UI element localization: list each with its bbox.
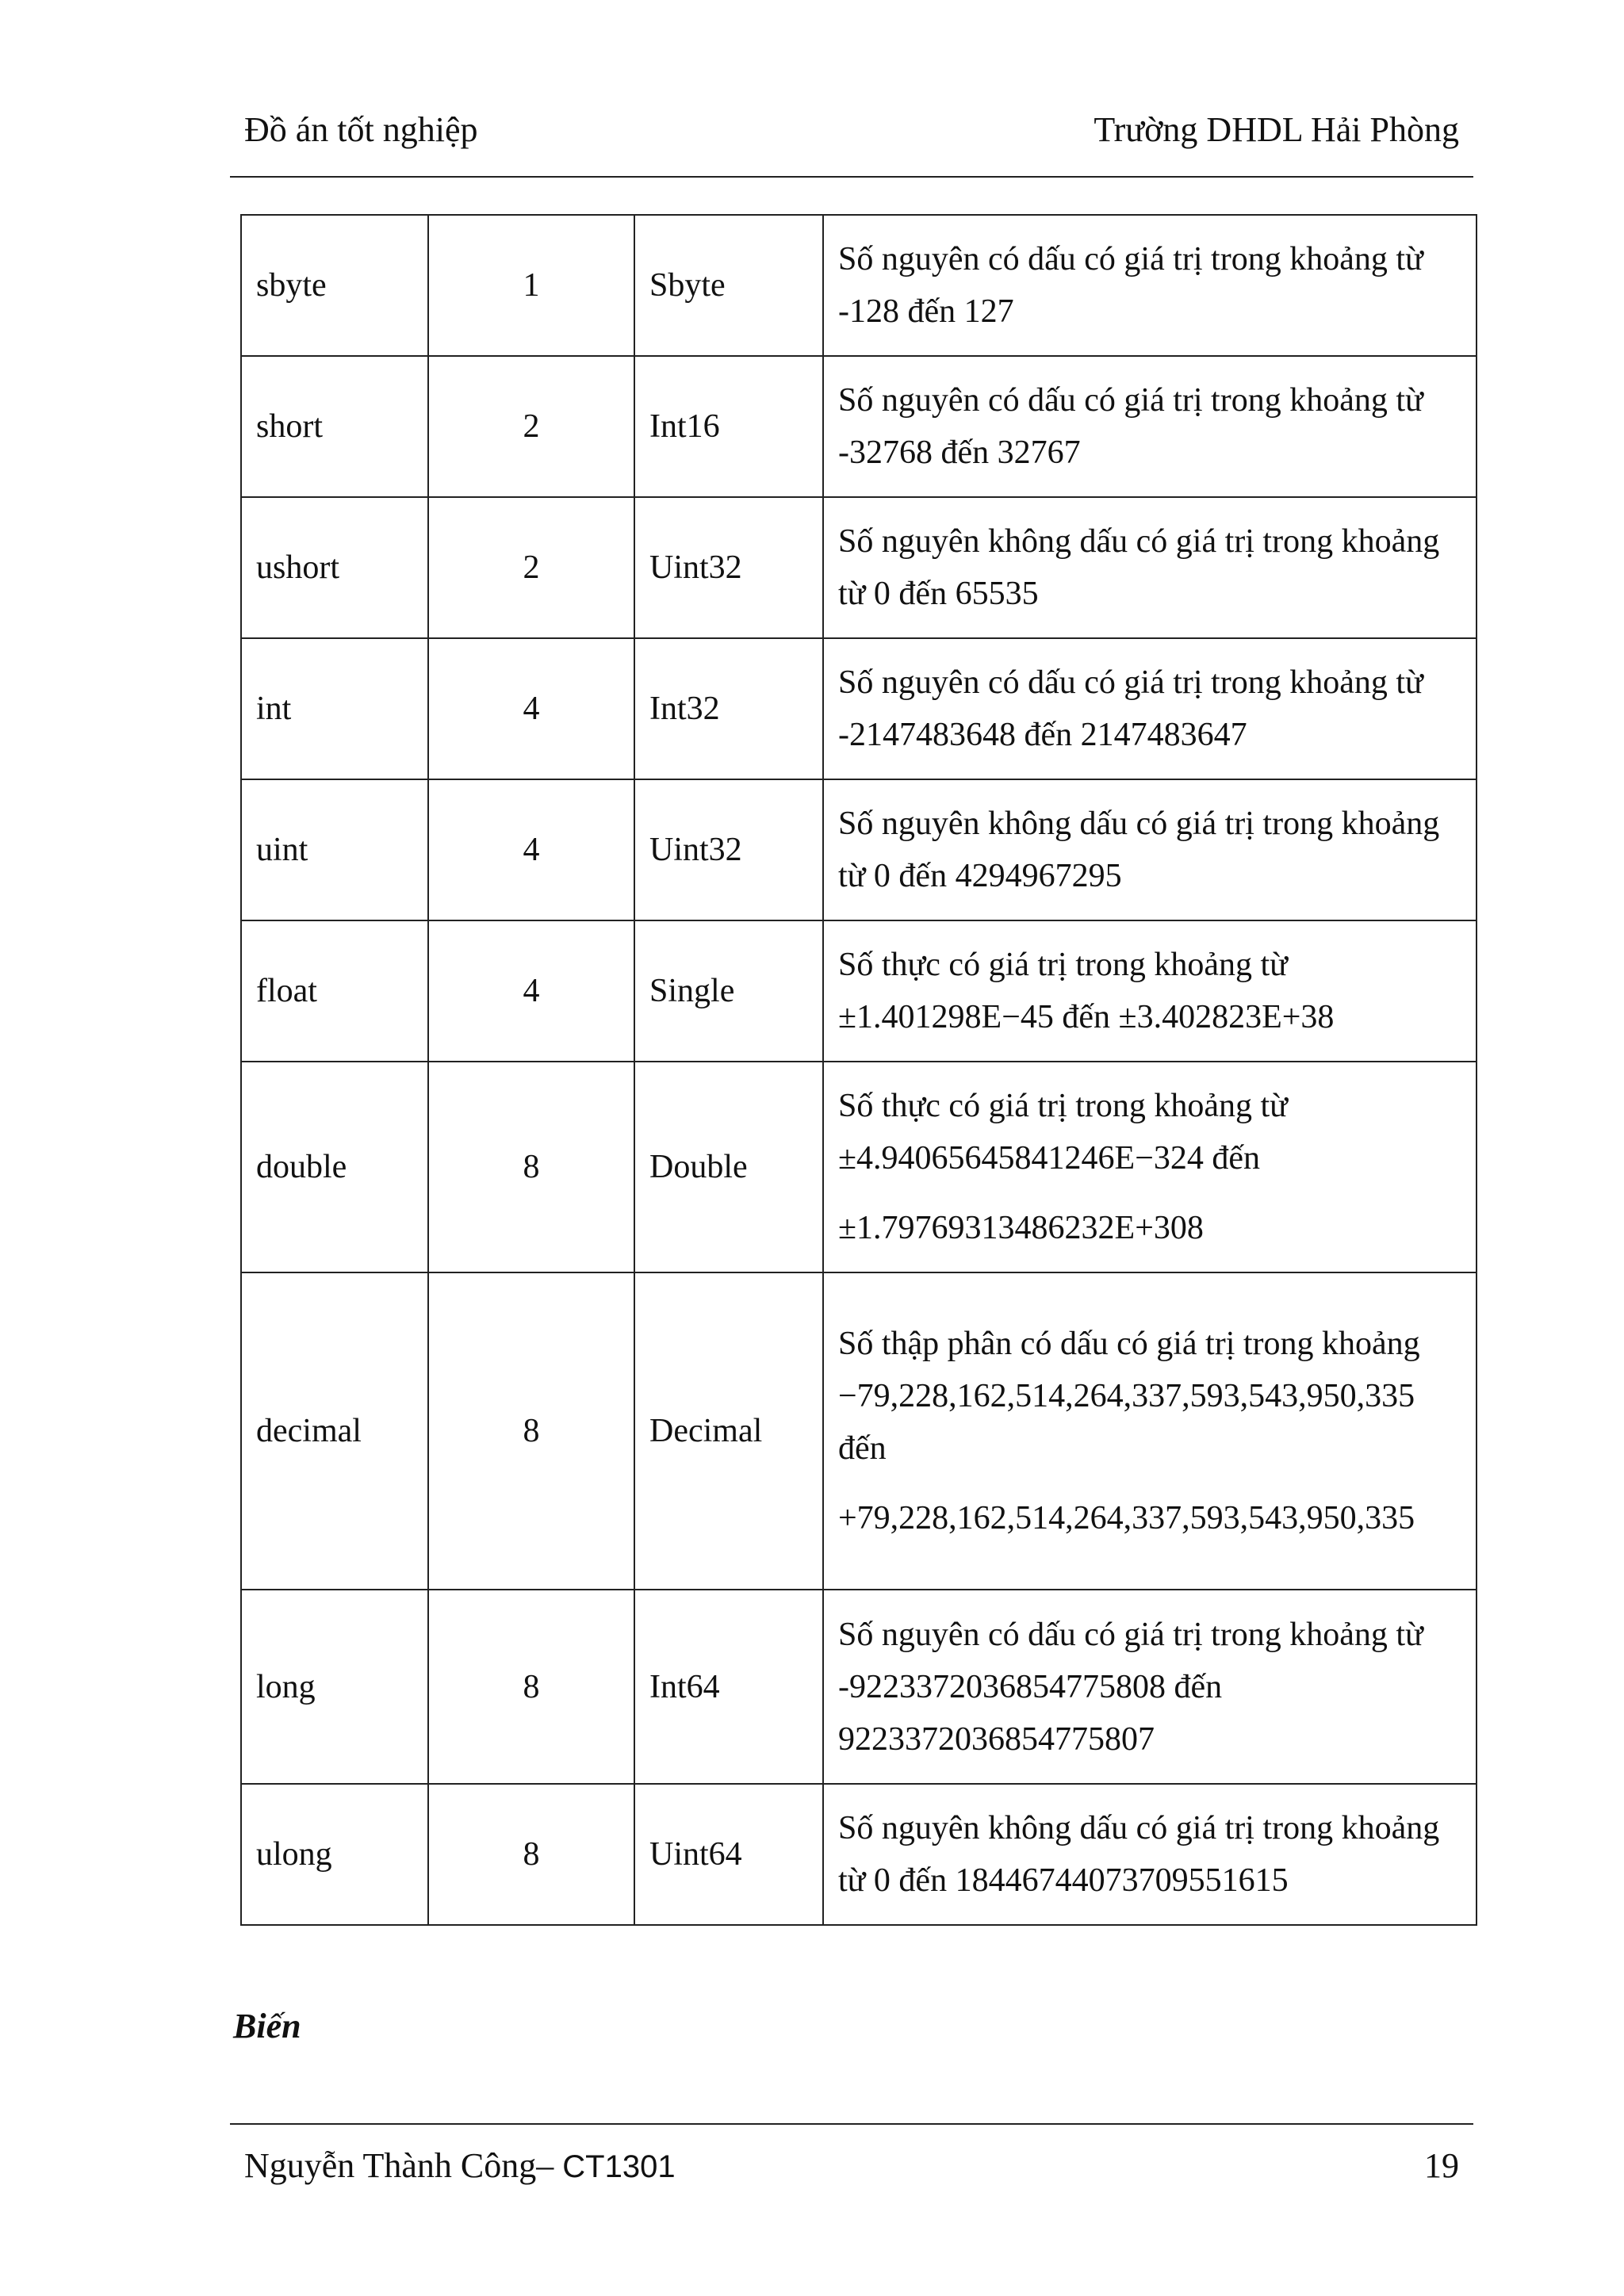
- keyword-cell: decimal: [241, 1272, 428, 1590]
- description-cell: [823, 215, 1477, 356]
- table-row: [241, 1062, 1477, 1272]
- description-text: Số nguyên không dấu có giá trị trong khoảng từ 0 đến 18446744073709551615: [838, 1810, 1440, 1899]
- type-cell: Uint32: [634, 779, 823, 920]
- table-row: [241, 1590, 1477, 1784]
- description-text: Số nguyên có dấu có giá trị trong khoảng từ -9223372036854775808 đến 9223372036854775807: [838, 1616, 1423, 1758]
- keyword-cell: long: [241, 1590, 428, 1784]
- section-heading: Biến: [233, 2007, 301, 2045]
- type-cell: Single: [634, 920, 823, 1062]
- table-row: [241, 1784, 1477, 1925]
- table-row: [241, 779, 1477, 920]
- page-header: [230, 103, 1473, 178]
- class-code: CT1301: [562, 2149, 676, 2184]
- description-text: Số thực có giá trị trong khoảng từ ±4.94065645841246E−324 đến: [838, 1088, 1288, 1177]
- keyword-cell: double: [241, 1062, 428, 1272]
- description-text: Số nguyên không dấu có giá trị trong khoảng từ 0 đến 4294967295: [838, 806, 1440, 894]
- description-cell: [823, 497, 1477, 638]
- type-cell: Int32: [634, 638, 823, 779]
- table-row: [241, 356, 1477, 497]
- keyword-cell: float: [241, 920, 428, 1062]
- author-name: Nguyễn Thành Công–: [244, 2146, 563, 2185]
- page-footer: [230, 2123, 1473, 2196]
- keyword-cell: int: [241, 638, 428, 779]
- description-text: Số nguyên có dấu có giá trị trong khoảng từ -32768 đến 32767: [838, 382, 1423, 471]
- keyword-cell: sbyte: [241, 215, 428, 356]
- keyword-cell: short: [241, 356, 428, 497]
- type-cell: Uint64: [634, 1784, 823, 1925]
- size-cell: 4: [428, 638, 634, 779]
- type-cell: Uint32: [634, 497, 823, 638]
- size-cell: 8: [428, 1590, 634, 1784]
- header-school-name: Trường DHDL Hải Phòng: [1094, 110, 1459, 149]
- description-text: ±1.79769313486232E+308: [838, 1210, 1204, 1246]
- table-row: [241, 1272, 1477, 1590]
- description-cell: [823, 638, 1477, 779]
- description-cell: [823, 1784, 1477, 1925]
- size-cell: 2: [428, 497, 634, 638]
- type-cell: Decimal: [634, 1272, 823, 1590]
- size-cell: 1: [428, 215, 634, 356]
- size-cell: 8: [428, 1784, 634, 1925]
- description-text: Số nguyên có dấu có giá trị trong khoảng từ -128 đến 127: [838, 241, 1423, 330]
- table-row: [241, 920, 1477, 1062]
- table-row: [241, 215, 1477, 356]
- keyword-cell: ulong: [241, 1784, 428, 1925]
- description-cell: [823, 1272, 1477, 1590]
- description-text: Số nguyên không dấu có giá trị trong khoảng từ 0 đến 65535: [838, 523, 1440, 612]
- keyword-cell: ushort: [241, 497, 428, 638]
- description-text: Số nguyên có dấu có giá trị trong khoảng từ -2147483648 đến 2147483647: [838, 664, 1423, 753]
- size-cell: 4: [428, 920, 634, 1062]
- size-cell: 8: [428, 1272, 634, 1590]
- type-cell: Double: [634, 1062, 823, 1272]
- description-text: Số thập phân có dấu có giá trị trong khoảng −79,228,162,514,264,337,593,543,950,335 đến: [838, 1326, 1420, 1467]
- table-row: [241, 497, 1477, 638]
- description-text: Số thực có giá trị trong khoảng từ ±1.401298E−45 đến ±3.402823E+38: [838, 947, 1335, 1035]
- keyword-cell: uint: [241, 779, 428, 920]
- size-cell: 8: [428, 1062, 634, 1272]
- footer-author: [244, 2145, 676, 2186]
- type-cell: Int16: [634, 356, 823, 497]
- table-row: [241, 638, 1477, 779]
- type-cell: Int64: [634, 1590, 823, 1784]
- data-types-table: [240, 214, 1477, 1926]
- header-document-title: Đồ án tốt nghiệp: [244, 110, 478, 149]
- type-cell: Sbyte: [634, 215, 823, 356]
- page-number: 19: [1424, 2146, 1459, 2185]
- description-text: +79,228,162,514,264,337,593,543,950,335: [838, 1500, 1415, 1536]
- description-cell: [823, 1590, 1477, 1784]
- description-cell: [823, 1062, 1477, 1272]
- size-cell: 2: [428, 356, 634, 497]
- description-cell: [823, 779, 1477, 920]
- description-cell: [823, 920, 1477, 1062]
- description-cell: [823, 356, 1477, 497]
- size-cell: 4: [428, 779, 634, 920]
